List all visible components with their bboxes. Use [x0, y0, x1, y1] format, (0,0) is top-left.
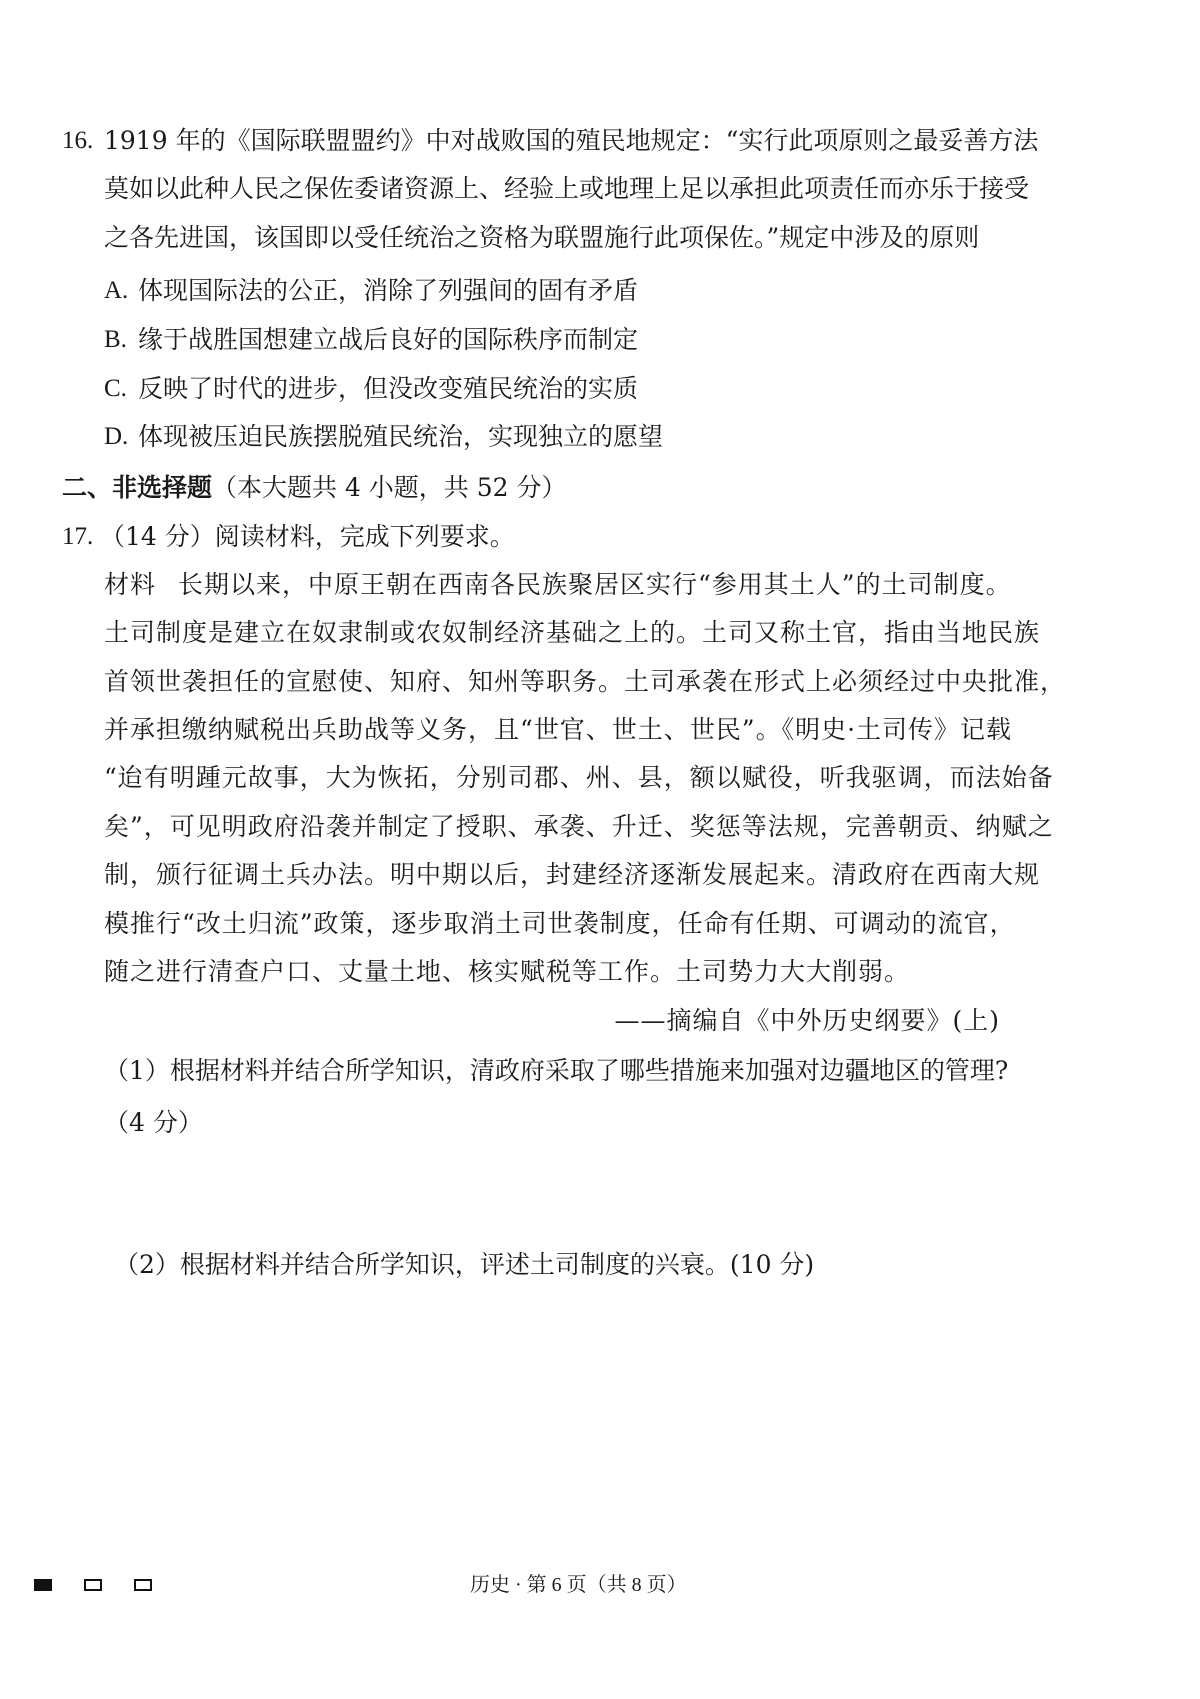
q17-sub2: （2）根据材料并结合所学知识，评述土司制度的兴衰。(10 分) [114, 1250, 815, 1279]
q16-option-a-text: 体现国际法的公正，消除了列强间的固有矛盾 [138, 276, 639, 305]
empty-rect-mark [84, 1579, 102, 1591]
q16-option-c-label: C. [104, 375, 127, 402]
material-line-6: 矣”，可见明政府沿袭并制定了授职、承袭、升迁、奖惩等法规，完善朝贡、纳赋之 [104, 812, 1054, 841]
section2-heading: 二、非选择题 [62, 473, 213, 502]
material-line-9: 随之进行清查户口、丈量土地、核实赋税等工作。土司势力大大削弱。 [104, 957, 911, 986]
q16-stem-line-1: 1919 年的《国际联盟盟约》中对战败国的殖民地规定：“实行此项原则之最妥善方法 [104, 126, 1039, 155]
q17-sub1-line-1: （1）根据材料并结合所学知识，清政府采取了哪些措施来加强对边疆地区的管理? [104, 1056, 1009, 1085]
q17-sub1-line-2: （4 分） [104, 1108, 203, 1137]
material-line-1: 长期以来，中原王朝在西南各民族聚居区实行“参用其土人”的土司制度。 [178, 570, 1012, 599]
q16-option-d-text: 体现被压迫民族摆脱殖民统治，实现独立的愿望 [138, 422, 664, 451]
material-line-2: 土司制度是建立在奴隶制或农奴制经济基础之上的。土司又称土官，指由当地民族 [104, 618, 1041, 647]
material-line-7: 制，颁行征调土兵办法。明中期以后，封建经济逐渐发展起来。清政府在西南大规 [104, 860, 1041, 889]
q16-option-b-text: 缘于战胜国想建立战后良好的国际秩序而制定 [138, 325, 639, 354]
q16-number: 16. [62, 127, 94, 154]
material-line-4: 并承担缴纳赋税出兵助战等义务，且“世官、世土、世民”。《明史·土司传》记载 [104, 715, 1013, 744]
q17-header: （14 分）阅读材料，完成下列要求。 [100, 522, 515, 551]
page-number: 历史 · 第 6 页（共 8 页） [470, 1574, 687, 1596]
material-label: 材料 [104, 570, 157, 599]
material-line-5: “迨有明踵元故事，大为恢拓，分别司郡、州、县，额以赋役，听我驱调，而法始备 [104, 763, 1054, 792]
q16-option-b-label: B. [104, 326, 127, 353]
material-source: ——摘编自《中外历史纲要》(上) [614, 1006, 1000, 1035]
material-line-3: 首领世袭担任的宣慰使、知府、知州等职务。土司承袭在形式上必须经过中央批准， [104, 667, 1067, 696]
material-line-8: 模推行“改土归流”政策，逐步取消土司世袭制度，任命有任期、可调动的流官， [104, 909, 1016, 938]
q16-option-a-label: A. [104, 277, 129, 304]
q16-option-c-text: 反映了时代的进步，但没改变殖民统治的实质 [138, 374, 639, 403]
filled-rect-mark [34, 1579, 52, 1591]
section2-note: （本大题共 4 小题，共 52 分） [212, 473, 567, 502]
q16-stem-line-2: 莫如以此种人民之保佐委诸资源上、经验上或地理上足以承担此项责任而亦乐于接受 [104, 174, 1030, 203]
q17-number: 17. [62, 523, 94, 550]
q16-option-d-label: D. [104, 423, 129, 450]
page-footer [0, 1568, 1200, 1608]
q16-stem-line-3: 之各先进国，该国即以受任统治之资格为联盟施行此项保佐。”规定中涉及的原则 [104, 223, 980, 252]
empty-rect-mark [134, 1579, 152, 1591]
